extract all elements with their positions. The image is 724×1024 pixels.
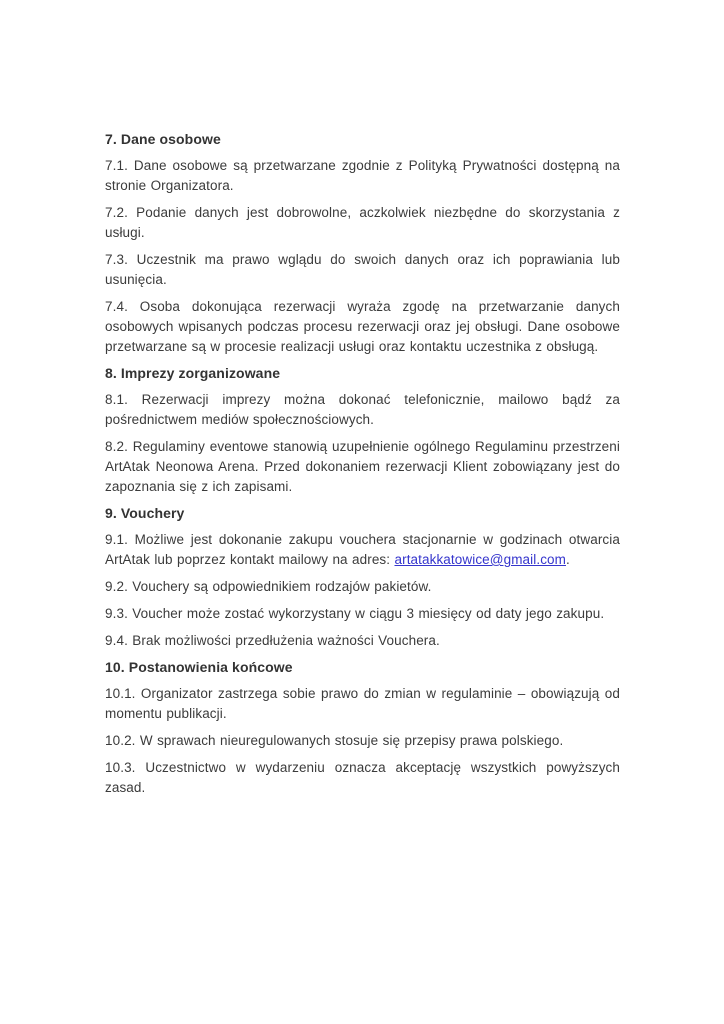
paragraph-text: . [566, 552, 570, 567]
paragraph: 10.3. Uczestnictwo w wydarzeniu oznacza akceptację wszystkich powyższych zasad. [105, 760, 620, 795]
section-dane-osobowe [105, 129, 620, 357]
paragraph: 10.1. Organizator zastrzega sobie prawo do zmian w regulaminie – obowiązują od momentu publikacji. [105, 686, 620, 721]
paragraph: 8.2. Regulaminy eventowe stanowią uzupełnienie ogólnego Regulaminu przestrzeni ArtAtak Neonowa Arena. Przed dokonaniem rezerwacji Klient zobowiązany jest do zapoznania się z ich zapisami. [105, 439, 620, 494]
section-heading: 10. Postanowienia końcowe [105, 659, 293, 675]
paragraph: 7.3. Uczestnik ma prawo wglądu do swoich danych oraz ich poprawiania lub usunięcia. [105, 252, 620, 287]
paragraph: 10.2. W sprawach nieuregulowanych stosuje się przepisy prawa polskiego. [105, 733, 564, 748]
section-vouchery [105, 503, 620, 651]
paragraph: 7.2. Podanie danych jest dobrowolne, aczkolwiek niezbędne do skorzystania z usługi. [105, 205, 620, 240]
paragraph: 7.1. Dane osobowe są przetwarzane zgodnie z Polityką Prywatności dostępną na stronie Organizatora. [105, 158, 620, 193]
paragraph: 9.3. Voucher może zostać wykorzystany w ciągu 3 miesięcy od daty jego zakupu. [105, 606, 605, 621]
paragraph: 7.4. Osoba dokonująca rezerwacji wyraża zgodę na przetwarzanie danych osobowych wpisanych podczas procesu rezerwacji oraz jej obsługi. Dane osobowe przetwarzane są w procesie realizacji usługi oraz kontaktu uczestnika z obsługą. [105, 299, 620, 354]
section-postanowienia-koncowe [105, 657, 620, 798]
paragraph: 8.1. Rezerwacji imprezy można dokonać telefonicznie, mailowo bądź za pośrednictwem mediów społecznościowych. [105, 392, 620, 427]
terms-document [105, 129, 620, 798]
section-heading: 7. Dane osobowe [105, 131, 221, 147]
section-imprezy-zorganizowane [105, 363, 620, 497]
paragraph-text: 9.1. Możliwe jest dokonanie zakupu vouchera stacjonarnie w godzinach otwarcia ArtAtak lub poprzez kontakt mailowy na adres: [105, 532, 620, 567]
section-heading: 9. Vouchery [105, 505, 185, 521]
paragraph-with-email [105, 530, 620, 570]
email-link[interactable]: artatakkatowice@gmail.com [394, 552, 566, 567]
section-heading: 8. Imprezy zorganizowane [105, 365, 281, 381]
paragraph: 9.4. Brak możliwości przedłużenia ważności Vouchera. [105, 633, 440, 648]
paragraph: 9.2. Vouchery są odpowiednikiem rodzajów pakietów. [105, 579, 432, 594]
